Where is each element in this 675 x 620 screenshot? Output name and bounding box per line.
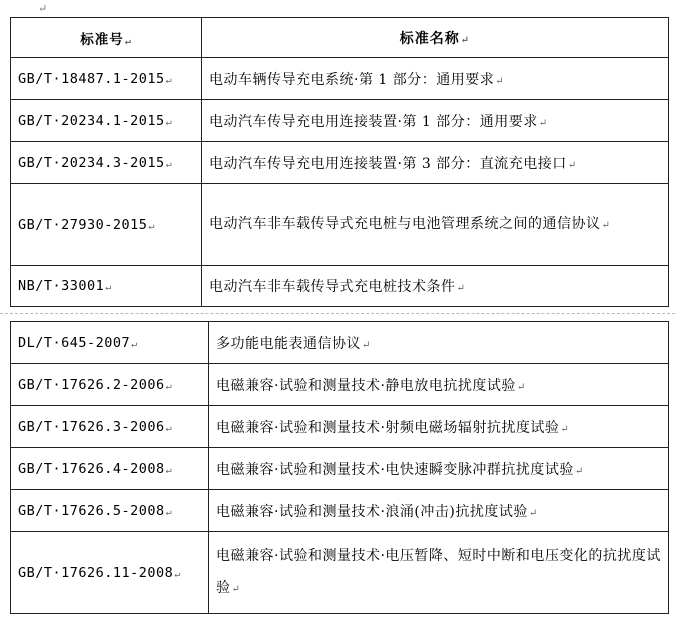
standard-code: GB/T·17626.2-2006 ↵	[11, 364, 209, 406]
standard-name: 电动车辆传导充电系统·第 1 部分：通用要求 ↵	[202, 58, 669, 100]
header-code: 标准号 ↵	[11, 18, 202, 58]
table-row	[11, 100, 669, 142]
table-row	[11, 322, 669, 364]
table-row	[11, 406, 669, 448]
table-row	[11, 490, 669, 532]
standard-name: 电动汽车传导充电用连接装置·第 1 部分：通用要求 ↵	[202, 100, 669, 142]
header-name: 标准名称 ↵	[202, 18, 669, 58]
standard-code: GB/T·17626.5-2008 ↵	[11, 490, 209, 532]
standard-code: NB/T·33001 ↵	[11, 266, 202, 307]
table-row	[11, 58, 669, 100]
standard-code: GB/T·17626.4-2008 ↵	[11, 448, 209, 490]
standard-code: GB/T·17626.3-2006 ↵	[11, 406, 209, 448]
table-row	[11, 364, 669, 406]
standard-name: 电动汽车非车载传导式充电桩与电池管理系统之间的通信协议 ↵	[202, 184, 669, 266]
paragraph-mark-icon: ↵	[38, 2, 48, 15]
standard-name: 电磁兼容·试验和测量技术·浪涌(冲击)抗扰度试验 ↵	[209, 490, 669, 532]
standard-name: 多功能电能表通信协议 ↵	[209, 322, 669, 364]
table-row	[11, 184, 669, 266]
standard-name: 电动汽车传导充电用连接装置·第 3 部分：直流充电接口 ↵	[202, 142, 669, 184]
standard-code: GB/T·18487.1-2015 ↵	[11, 58, 202, 100]
standard-name: 电磁兼容·试验和测量技术·电压暂降、短时中断和电压变化的抗扰度试验 ↵	[209, 532, 669, 614]
standard-code: DL/T·645-2007 ↵	[11, 322, 209, 364]
standards-table-1	[10, 17, 669, 307]
standard-name: 电磁兼容·试验和测量技术·静电放电抗扰度试验 ↵	[209, 364, 669, 406]
standard-code: GB/T·27930-2015 ↵	[11, 184, 202, 266]
table-row	[11, 266, 669, 307]
standard-code: GB/T·17626.11-2008 ↵	[11, 532, 209, 614]
standard-name: 电动汽车非车载传导式充电桩技术条件 ↵	[202, 266, 669, 307]
table-header-row	[11, 18, 669, 58]
table-row	[11, 448, 669, 490]
standard-name: 电磁兼容·试验和测量技术·电快速瞬变脉冲群抗扰度试验 ↵	[209, 448, 669, 490]
standards-table-2	[10, 321, 669, 614]
standard-code: GB/T·20234.1-2015 ↵	[11, 100, 202, 142]
standard-name: 电磁兼容·试验和测量技术·射频电磁场辐射抗扰度试验 ↵	[209, 406, 669, 448]
table-row	[11, 142, 669, 184]
standard-code: GB/T·20234.3-2015 ↵	[11, 142, 202, 184]
page-break-divider	[0, 313, 675, 314]
table-row	[11, 532, 669, 614]
